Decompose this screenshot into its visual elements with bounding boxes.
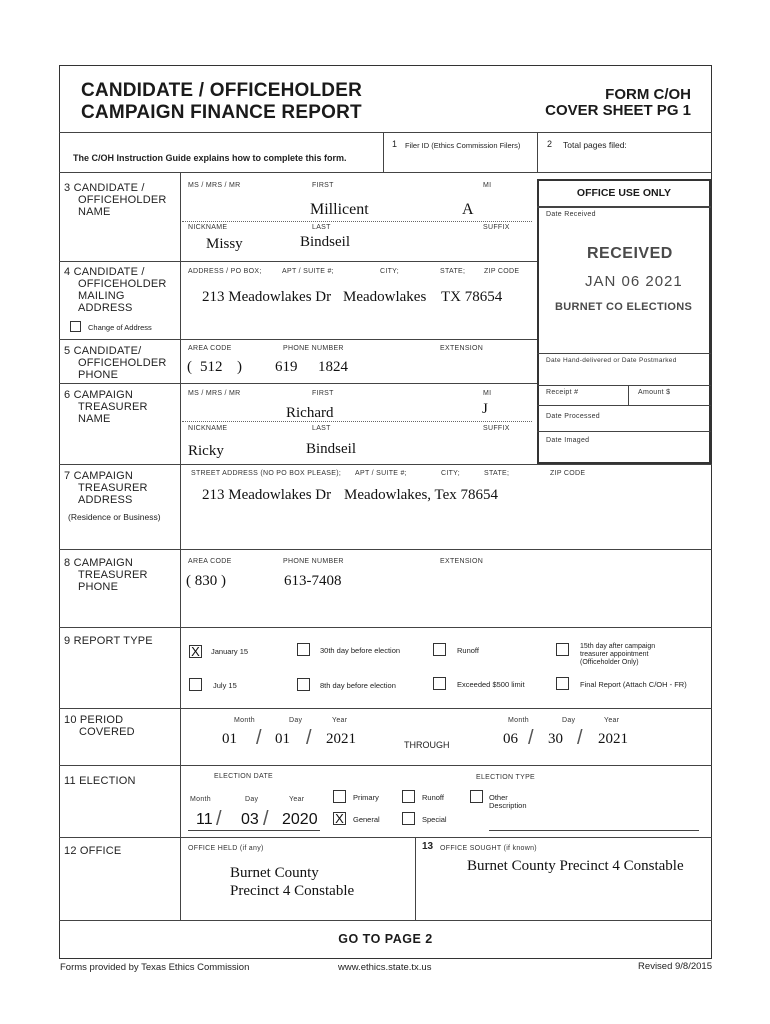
election-day: 03 <box>241 811 259 828</box>
election-other-label: Other <box>489 793 508 802</box>
divider <box>383 132 384 172</box>
zip-label: ZIP CODE <box>484 268 520 275</box>
office-sought-label: OFFICE SOUGHT (if known) <box>440 845 537 852</box>
report-type-july15-checkbox[interactable] <box>189 678 202 691</box>
election-general-label: General <box>353 815 380 824</box>
hand-delivered-label: Date Hand-delivered or Date Postmarked <box>546 357 677 364</box>
street-address-label: STREET ADDRESS (NO PO BOX PLEASE); <box>191 470 342 477</box>
date-processed-label: Date Processed <box>546 413 601 420</box>
go-to-page-2: GO TO PAGE 2 <box>338 932 433 946</box>
received-stamp-date: JAN 06 2021 <box>585 273 683 290</box>
period-to-year: 2021 <box>598 731 628 747</box>
divider <box>59 837 712 838</box>
total-pages-label: Total pages filed: <box>563 140 627 150</box>
date-separator: / <box>306 727 312 749</box>
section8-label-3: PHONE <box>78 581 119 593</box>
day-label: Day <box>289 717 303 724</box>
divider <box>537 132 538 172</box>
report-type-july15-label: July 15 <box>213 681 237 690</box>
section13-number: 13 <box>422 841 434 852</box>
state-label: STATE; <box>440 268 466 275</box>
section9-label: 9 REPORT TYPE <box>64 635 153 647</box>
extension-label: EXTENSION <box>440 558 484 565</box>
name-dotted-line <box>182 221 532 222</box>
divider <box>59 765 712 766</box>
report-type-final-report-checkbox[interactable] <box>556 677 569 690</box>
middle-initial-label: MI <box>483 182 492 189</box>
section5-label-2: OFFICEHOLDER <box>78 357 167 369</box>
received-stamp-office: BURNET CO ELECTIONS <box>555 301 693 313</box>
report-type-final-report-label: Final Report (Attach C/OH - FR) <box>580 680 687 689</box>
election-special-checkbox[interactable] <box>402 812 415 825</box>
date-separator: / <box>577 727 583 749</box>
period-to-month: 06 <box>503 731 518 747</box>
footer-revised: Revised 9/8/2015 <box>638 961 712 972</box>
report-type-runoff-checkbox[interactable] <box>433 643 446 656</box>
report-type-15th-day-label-3: (Officeholder Only) <box>580 659 639 666</box>
month-label: Month <box>234 717 255 724</box>
candidate-area-open: ( <box>187 359 192 375</box>
section5-label-3: PHONE <box>78 369 119 381</box>
form-title-line1: CANDIDATE / OFFICEHOLDER <box>81 80 362 101</box>
section7-label-3: ADDRESS <box>78 494 133 506</box>
divider <box>628 385 629 405</box>
through-label: THROUGH <box>404 740 450 750</box>
divider <box>537 206 711 208</box>
section4-label-2: OFFICEHOLDER <box>78 278 167 290</box>
report-type-8th-day-label: 8th day before election <box>320 681 396 690</box>
zip-label: ZIP CODE <box>550 470 586 477</box>
change-of-address-label: Change of Address <box>88 323 152 332</box>
city-label: CITY; <box>380 268 399 275</box>
section10-label-1: 10 PERIOD <box>64 714 124 726</box>
day-label: Day <box>245 796 259 803</box>
amount-label: Amount $ <box>638 389 671 396</box>
section4-label-1: 4 CANDIDATE / <box>64 266 145 278</box>
report-type-january15-label: January 15 <box>211 647 249 656</box>
section3-label-2: OFFICEHOLDER <box>78 194 167 206</box>
section7-label-1: 7 CAMPAIGN <box>64 470 134 482</box>
divider <box>537 431 711 432</box>
section10-label-2: COVERED <box>79 726 135 738</box>
report-type-exceeded-limit-label: Exceeded $500 limit <box>457 680 525 689</box>
election-general-checkbox[interactable]: X <box>333 812 346 825</box>
cover-sheet-label: COVER SHEET PG 1 <box>545 102 691 119</box>
last-name-label: LAST <box>312 224 331 231</box>
footer-website: www.ethics.state.tx.us <box>338 962 432 973</box>
report-type-30th-day-label: 30th day before election <box>320 646 401 655</box>
date-separator: / <box>528 727 534 749</box>
report-type-15th-day-checkbox[interactable] <box>556 643 569 656</box>
report-type-runoff-label: Runoff <box>457 646 479 655</box>
ms-mrs-mr-label: MS / MRS / MR <box>188 182 241 189</box>
election-type-label: ELECTION TYPE <box>476 774 536 781</box>
section4-label-3: MAILING <box>78 290 125 302</box>
date-separator: / <box>216 808 222 830</box>
section11-label: 11 ELECTION <box>64 775 136 787</box>
election-date-label: ELECTION DATE <box>214 773 274 780</box>
receipt-label: Receipt # <box>546 389 579 396</box>
treasurer-nickname: Ricky <box>188 443 224 459</box>
treasurer-city-state-zip: Meadowlakes, Tex 78654 <box>344 487 499 503</box>
date-received-label: Date Received <box>546 211 596 218</box>
nickname-label: NICKNAME <box>188 425 228 432</box>
candidate-state-zip: TX 78654 <box>441 289 503 305</box>
divider <box>537 353 711 354</box>
treasurer-middle-initial: J <box>482 401 488 417</box>
section7-label-2: TREASURER <box>78 482 148 494</box>
phone-number-label: PHONE NUMBER <box>283 558 344 565</box>
election-description-label: Description <box>489 801 527 810</box>
office-use-title: OFFICE USE ONLY <box>576 187 672 199</box>
election-primary-checkbox[interactable] <box>333 790 346 803</box>
report-type-15th-day-label-1: 15th day after campaign <box>580 643 656 650</box>
section6-label-3: NAME <box>78 413 111 425</box>
section6-label-1: 6 CAMPAIGN <box>64 389 134 401</box>
report-type-january15-checkbox[interactable]: X <box>189 645 202 658</box>
divider <box>59 627 712 628</box>
year-label: Year <box>604 717 620 724</box>
form-title-line2: CAMPAIGN FINANCE REPORT <box>81 102 362 123</box>
state-label: STATE; <box>484 470 510 477</box>
section5-label-1: 5 CANDIDATE/ <box>64 345 142 357</box>
section8-label-1: 8 CAMPAIGN <box>64 557 134 569</box>
candidate-phone-line: 1824 <box>318 359 348 375</box>
date-underline <box>188 830 320 831</box>
office-sought: Burnet County Precinct 4 Constable <box>467 858 684 874</box>
divider <box>537 385 711 386</box>
name-dotted-line <box>182 421 532 422</box>
ms-mrs-mr-label: MS / MRS / MR <box>188 390 241 397</box>
divider <box>59 920 712 921</box>
divider <box>537 405 711 406</box>
office-held-label: OFFICE HELD (if any) <box>188 845 264 852</box>
total-pages-number: 2 <box>547 139 553 149</box>
date-imaged-label: Date Imaged <box>546 437 590 444</box>
report-type-exceeded-limit-checkbox[interactable] <box>433 677 446 690</box>
divider <box>59 339 537 340</box>
candidate-address: 213 Meadowlakes Dr <box>202 289 332 305</box>
section4-label-4: ADDRESS <box>78 302 133 314</box>
candidate-middle-initial: A <box>462 201 474 218</box>
footer-provider: Forms provided by Texas Ethics Commission <box>60 962 250 973</box>
section3-label-3: NAME <box>78 206 111 218</box>
last-name-label: LAST <box>312 425 331 432</box>
candidate-city: Meadowlakes <box>343 289 427 305</box>
treasurer-last-name: Bindseil <box>306 441 357 457</box>
received-stamp: RECEIVED <box>587 245 673 262</box>
suffix-label: SUFFIX <box>483 224 510 231</box>
form-code: FORM C/OH <box>605 86 691 103</box>
divider <box>59 261 537 262</box>
divider <box>180 172 181 837</box>
election-runoff-label: Runoff <box>422 793 444 802</box>
year-label: Year <box>332 717 348 724</box>
treasurer-street: 213 Meadowlakes Dr <box>202 487 332 503</box>
divider <box>415 837 416 920</box>
candidate-last-name: Bindseil <box>300 234 351 250</box>
apt-suite-label: APT / SUITE #; <box>282 268 334 275</box>
address-label: ADDRESS / PO BOX; <box>188 268 262 275</box>
instruction-text: The C/OH Instruction Guide explains how to complete this form. <box>73 153 347 163</box>
divider <box>59 708 712 709</box>
period-from-month: 01 <box>222 731 237 747</box>
report-type-8th-day-checkbox[interactable] <box>297 678 310 691</box>
divider <box>59 549 712 550</box>
suffix-label: SUFFIX <box>483 425 510 432</box>
candidate-area-close: ) <box>237 359 242 375</box>
election-runoff-checkbox[interactable] <box>402 790 415 803</box>
phone-number-label: PHONE NUMBER <box>283 345 344 352</box>
month-label: Month <box>508 717 529 724</box>
report-type-30th-day-checkbox[interactable] <box>297 643 310 656</box>
treasurer-first-name: Richard <box>286 405 334 421</box>
section8-label-2: TREASURER <box>78 569 148 581</box>
year-label: Year <box>289 796 305 803</box>
candidate-phone-prefix: 619 <box>275 359 298 375</box>
filer-id-number: 1 <box>392 139 398 149</box>
period-from-year: 2021 <box>326 731 356 747</box>
candidate-nickname: Missy <box>206 236 243 252</box>
apt-suite-label: APT / SUITE #; <box>355 470 407 477</box>
first-name-label: FIRST <box>312 390 334 397</box>
middle-initial-label: MI <box>483 390 492 397</box>
candidate-first-name: Millicent <box>310 201 369 218</box>
section12-label: 12 OFFICE <box>64 845 122 857</box>
treasurer-area-code: ( 830 ) <box>186 573 226 589</box>
divider <box>59 132 712 133</box>
divider <box>59 464 712 465</box>
office-held-line2: Precinct 4 Constable <box>230 883 355 899</box>
period-to-day: 30 <box>548 731 563 747</box>
report-type-15th-day-label-2: treasurer appointment <box>580 651 649 658</box>
election-other-checkbox[interactable] <box>470 790 483 803</box>
section6-label-2: TREASURER <box>78 401 148 413</box>
extension-label: EXTENSION <box>440 345 484 352</box>
treasurer-phone: 613-7408 <box>284 573 342 589</box>
divider <box>59 172 712 173</box>
divider <box>180 837 181 920</box>
election-month: 11 <box>196 811 213 828</box>
nickname-label: NICKNAME <box>188 224 228 231</box>
description-line <box>489 830 699 831</box>
office-held-line1: Burnet County <box>230 865 319 881</box>
candidate-area-code: 512 <box>200 359 223 375</box>
change-of-address-checkbox[interactable] <box>70 321 81 332</box>
area-code-label: AREA CODE <box>188 345 232 352</box>
filer-id-label: Filer ID (Ethics Commission Filers) <box>405 141 521 150</box>
city-label: CITY; <box>441 470 460 477</box>
date-separator: / <box>263 808 269 830</box>
election-year: 2020 <box>282 811 318 828</box>
section3-label-1: 3 CANDIDATE / <box>64 182 145 194</box>
election-special-label: Special <box>422 815 447 824</box>
divider <box>59 383 537 384</box>
office-use-box <box>537 179 711 464</box>
residence-or-business-label: (Residence or Business) <box>68 512 161 522</box>
day-label: Day <box>562 717 576 724</box>
area-code-label: AREA CODE <box>188 558 232 565</box>
month-label: Month <box>190 796 211 803</box>
period-from-day: 01 <box>275 731 290 747</box>
first-name-label: FIRST <box>312 182 334 189</box>
election-primary-label: Primary <box>353 793 379 802</box>
date-separator: / <box>256 727 262 749</box>
